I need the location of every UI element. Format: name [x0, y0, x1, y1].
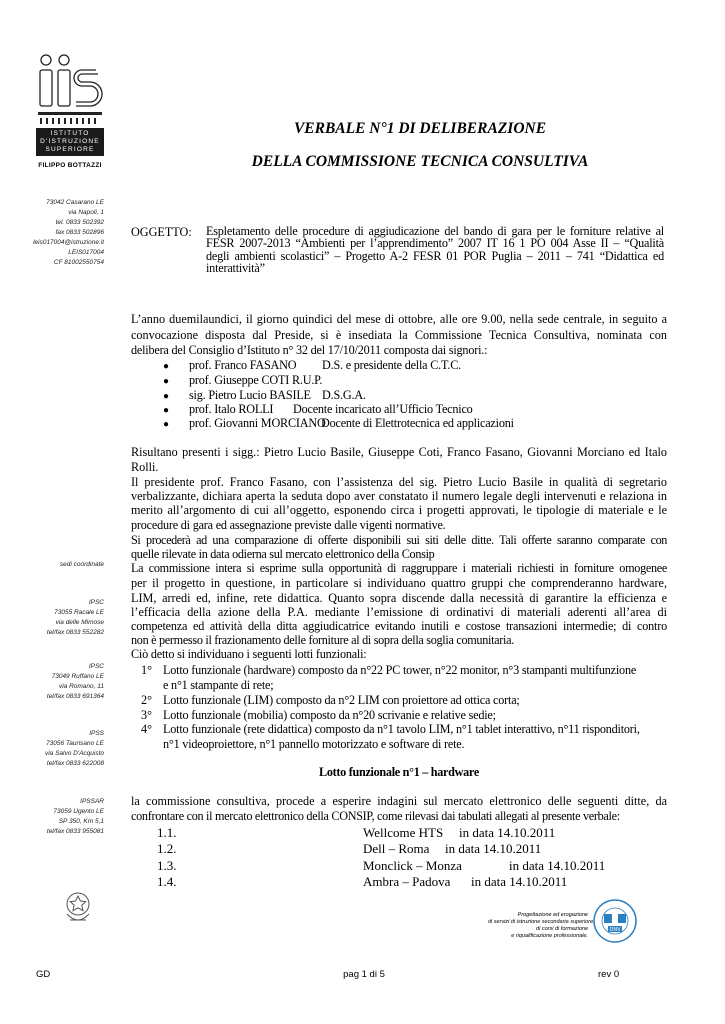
- sede-line: IPSC: [88, 599, 104, 606]
- lotto-line: Lotto funzionale (mobilia) composto da n°20 scrivanie e relative sedie;: [163, 708, 496, 722]
- intro-line: delibera del Consiglio d’Istituto n° 32 del 17/10/2011 composta dai signori.:: [131, 343, 488, 357]
- sede-line: 73055 Racale LE: [54, 609, 104, 616]
- certification-seal-icon: [592, 898, 638, 944]
- bullet-icon: ●: [163, 376, 170, 387]
- sede-line: via delle Mimose: [55, 619, 104, 626]
- body-line: non è permesso il frazionamento delle forniture al di sopra della soglia comunitaria.: [131, 633, 514, 647]
- logo-band-line: SUPERIORE: [45, 146, 95, 153]
- certification-line: di corsi di formazione: [536, 926, 588, 932]
- body-line: Il presidente prof. Franco Fasano, con l’assistenza del sig. Pietro Lucio Basile in qualità di segretario: [131, 475, 667, 489]
- ditta-number: 1.1.: [157, 825, 177, 840]
- oggetto-line: Espletamento delle procedure di aggiudicazione del bando di gara per le forniture relative al: [206, 224, 664, 238]
- ditta-name: Monclick – Monza: [363, 858, 462, 873]
- intro-line: convocazione disposta dal Preside, si è insediata la Commissione Tecnica Consultiva, nominata con: [131, 328, 667, 342]
- oggetto-text: [206, 225, 664, 275]
- intro-line: L’anno duemilaundici, il giorno quindici del mese di ottobre, alle ore 9.00, nella sede centrale, in seguito a: [131, 312, 667, 326]
- lotto-line: e n°1 stampante di rete;: [163, 678, 274, 692]
- member-name: prof. Italo ROLLI: [189, 402, 274, 416]
- body-line: procedure di gara ed assegnazione previste dalle vigenti normative.: [131, 518, 446, 532]
- body-line: Rolli.: [131, 460, 159, 474]
- body-line: Ciò detto si individuano i seguenti lotti funzionali:: [131, 647, 367, 661]
- sede-line: tel/fax 0833 622008: [46, 760, 104, 767]
- oggetto-line: FESR 2007-2013 “Ambienti per l’apprendimento” 2007 IT 16 1 PO 004 Asse II – “Qualità: [206, 236, 664, 251]
- lotto-number: 4°: [141, 722, 152, 736]
- sede-line: via Romano, 11: [58, 683, 104, 690]
- certification-line: di servizi di istruzione secondaria superiore,: [488, 919, 595, 925]
- oggetto-line: interattività”: [206, 261, 265, 276]
- sede-line: tel/fax 0833 955081: [46, 828, 104, 835]
- address-line: fax 0833 502896: [55, 229, 104, 236]
- address-line: CF 81002550754: [53, 259, 104, 266]
- logo-band-line: ISTITUTO: [50, 130, 90, 137]
- ditta-date: in data 14.10.2011: [509, 858, 606, 873]
- document-subtitle: DELLA COMMISSIONE TECNICA CONSULTIVA: [251, 153, 589, 170]
- member-role: Docente incaricato all’Ufficio Tecnico: [293, 402, 473, 416]
- ditta-number: 1.3.: [157, 858, 177, 873]
- address-line: via Napoli, 1: [68, 209, 104, 216]
- sede-line: IPSS: [89, 730, 104, 737]
- ditta-number: 1.2.: [157, 841, 177, 856]
- member-name: sig. Pietro Lucio BASILE: [189, 388, 311, 402]
- ditta-name: Ambra – Padova: [363, 874, 451, 889]
- logo-band-line: D'ISTRUZIONE: [40, 138, 100, 145]
- sede-line: tel/fax 0833 552282: [46, 629, 104, 636]
- address-line: LEIS017004: [68, 249, 104, 256]
- lotto1-heading: Lotto funzionale n°1 – hardware: [319, 765, 479, 779]
- lotto1-text-line: la commissione consultiva, procede a esperire indagini sul mercato elettronico delle seguenti ditte, da: [131, 794, 667, 808]
- body-line: quelle rilevate in data odierna sul mercato elettronico della Consip: [131, 547, 435, 561]
- ditta-date: in data 14.10.2011: [471, 874, 568, 889]
- body-line: merito all’argomento di cui all’oggetto, esponendo circa i progetti approvati, le tipologie di materiale e le: [131, 503, 667, 517]
- sede-line: IPSC: [88, 663, 104, 670]
- footer-page: pag 1 di 5: [343, 969, 385, 980]
- address-line: leis017004@istruzione.it: [33, 239, 104, 246]
- iis-logo-icon: [36, 48, 104, 124]
- sede-block: [47, 598, 104, 638]
- ditta-date: in data 14.10.2011: [459, 825, 556, 840]
- lotto-line: Lotto funzionale (rete didattica) composto da n°1 tavolo LIM, n°1 tablet interattivo, n°11 risponditori,: [163, 722, 640, 736]
- member-name: prof. Giovanni MORCIANO: [189, 416, 326, 430]
- oggetto-label: OGGETTO:: [131, 225, 192, 239]
- sedi-label: sedi coordinate: [59, 561, 104, 568]
- main-address: [33, 198, 104, 268]
- certification-line: Progettazione ed erogazione: [517, 912, 588, 918]
- lotto-line: Lotto funzionale (hardware) composto da n°22 PC tower, n°22 monitor, n°3 stampanti multifunzione: [163, 663, 637, 677]
- sede-block: [47, 662, 104, 702]
- sede-line: 73049 Ruffano LE: [51, 673, 104, 680]
- bullet-icon: ●: [163, 419, 170, 430]
- sede-line: IPSSAR: [80, 798, 104, 805]
- lotto-line: Lotto funzionale (LIM) composto da n°2 LIM con proiettore ad ottica corta;: [163, 693, 520, 707]
- lotto-number: 3°: [141, 708, 152, 722]
- seal-text: DNV: [609, 927, 621, 933]
- member-role: Docente di Elettrotecnica ed applicazioni: [321, 416, 514, 430]
- lotto-number: 2°: [141, 693, 152, 707]
- bullet-icon: ●: [163, 361, 170, 372]
- certification-text: [488, 912, 595, 940]
- sede-line: SP 350, Km 5,1: [58, 818, 104, 825]
- ditta-date: in data 14.10.2011: [445, 841, 542, 856]
- body-line: competenza ed attività della ditta aggiudicatrice evitando inutili e costose transazioni intermedie; di contro: [131, 619, 667, 633]
- sede-line: 73059 Ugento LE: [53, 808, 104, 815]
- bullet-icon: ●: [163, 391, 170, 402]
- body-line: La commissione intera si esprime sulla opportunità di raggruppare i materiali richiesti in forniture omogenee: [131, 561, 667, 575]
- ditta-number: 1.4.: [157, 874, 177, 889]
- address-line: 73042 Casarano LE: [46, 199, 104, 206]
- body-line: verbalizzante, dichiara aperta la seduta dopo aver constatato il numero legale degli intervenuti e relaziona in: [131, 489, 667, 503]
- body-line: LIM, arredi ed, infine, rete didattica. Quanto sopra discende dalla necessità di garantire la efficienza e: [131, 591, 667, 605]
- lotto-line: n°1 videoproiettore, n°1 pannello motorizzato e software di rete.: [163, 737, 465, 751]
- bullet-icon: ●: [163, 405, 170, 416]
- footer-revision: rev 0: [598, 969, 620, 980]
- lotto-number: 1°: [141, 663, 152, 677]
- republic-emblem-icon: [64, 890, 92, 926]
- body-line: per il progetto in questione, in particolare si individuano quattro gruppi che comprenderanno hardware,: [131, 576, 667, 590]
- member-role: D.S. e presidente della C.T.C.: [322, 358, 461, 372]
- sede-line: via Salvo D'Acquisto: [44, 750, 104, 757]
- certification-line: e riqualificazione professionale.: [511, 933, 588, 939]
- member-name: prof. Giuseppe COTI R.U.P.: [189, 373, 323, 387]
- letterhead-sidebar: [0, 0, 120, 1024]
- body-line: Si procederà ad una comparazione di offerte disponibili sui siti delle ditte. Tali offerte saranno comparate con: [131, 533, 667, 547]
- logo-name: FILIPPO BOTTAZZI: [38, 162, 102, 169]
- member-name: prof. Franco FASANO: [189, 358, 297, 372]
- sede-block: [45, 729, 104, 769]
- ditta-name: Dell – Roma: [363, 841, 430, 856]
- body-line: Risultano presenti i sigg.: Pietro Lucio Basile, Giuseppe Coti, Franco Fasano, Giovanni Morciano ed Italo: [131, 445, 667, 459]
- school-logo: [36, 48, 104, 178]
- logo-band: [36, 128, 104, 156]
- address-line: tel. 0833 502392: [55, 219, 104, 226]
- quality-certification: [488, 898, 648, 948]
- sede-line: tel/fax 0833 691364: [46, 693, 104, 700]
- body-line: l’efficacia della azione della P.A. mediante l’emissione di ordinativi di materiali aderenti all’area di: [131, 605, 667, 619]
- oggetto-line: degli ambienti scolastici” – Progetto A-2 FESR 01 POR Puglia – 2011 – 741 “Didattica ed: [206, 248, 664, 263]
- ditta-name: Wellcome HTS: [363, 825, 444, 840]
- footer-left: GD: [36, 969, 51, 980]
- lotto1-text-line: confrontare con il mercato elettronico della CONSIP, come rilevasi dai tabulati allegati al presente verbale:: [131, 809, 620, 823]
- sede-line: 73056 Taurisano LE: [46, 740, 104, 747]
- document-title: VERBALE N°1 DI DELIBERAZIONE: [293, 120, 547, 137]
- member-role: D.S.G.A.: [322, 388, 366, 402]
- sede-block: [47, 797, 104, 837]
